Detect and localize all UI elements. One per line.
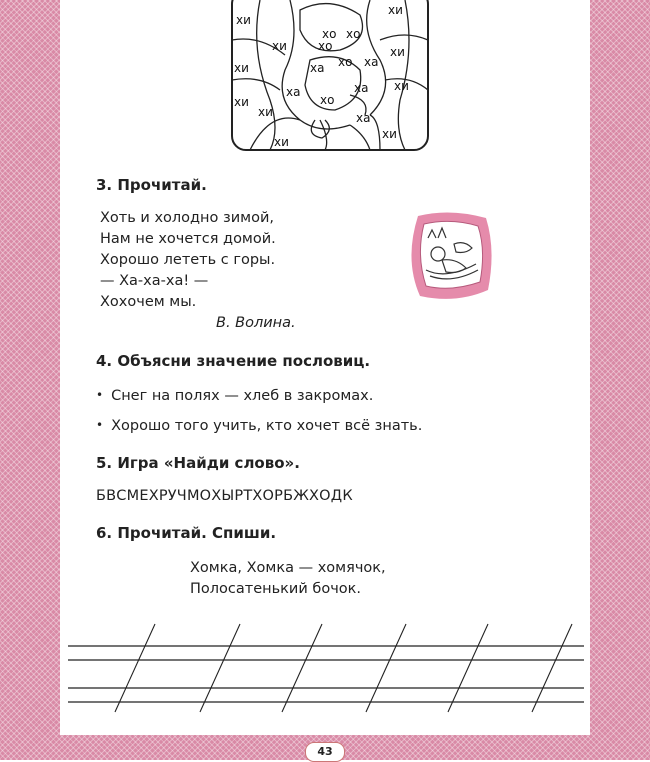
proverb-text: Снег на полях — хлеб в закромах. [111, 388, 374, 404]
task3-heading: 3. Прочитай. [96, 176, 207, 194]
task6-heading: 6. Прочитай. Спиши. [96, 524, 277, 542]
poem-line: Хоть и холодно зимой, [100, 210, 274, 226]
picture-label: хи [234, 95, 249, 109]
picture-label: хи [388, 3, 403, 17]
poem-line: Нам не хочется домой. [100, 231, 276, 247]
rhyme-line: Полосатенький бочок. [190, 581, 361, 597]
workbook-sheet [60, 0, 590, 735]
picture-label: хо [338, 55, 353, 69]
task4-heading: 4. Объясни значение пословиц. [96, 352, 371, 370]
picture-label: хи [236, 13, 251, 27]
picture-label: хо [318, 39, 333, 53]
poem-author: В. Волина. [216, 315, 296, 331]
proverb-item [96, 386, 373, 407]
picture-label: ха [364, 55, 379, 69]
task5-heading: 5. Игра «Найди слово». [96, 454, 300, 472]
picture-label: хи [274, 135, 289, 149]
proverb-item [96, 416, 422, 437]
picture-label: ха [354, 81, 369, 95]
page-number: 43 [305, 742, 345, 762]
picture-label: хи [258, 105, 273, 119]
poem-line: Хорошо лететь с горы. [100, 252, 276, 268]
letter-string: БВСМЕХРУЧМОХЫРТХОРБЖХОДК [96, 488, 353, 504]
handwriting-practice-lines [60, 618, 590, 718]
picture-label: хо [322, 27, 337, 41]
picture-label: хи [390, 45, 405, 59]
sledding-child-illustration [406, 210, 494, 302]
picture-label: ха [286, 85, 301, 99]
poem [100, 208, 296, 334]
proverb-text: Хорошо того учить, кто хочет всё знать. [111, 418, 423, 434]
poem-line: — Ха-ха-ха! — [100, 273, 209, 289]
picture-label: хи [272, 39, 287, 53]
picture-label: хи [234, 61, 249, 75]
coloring-picture [230, 0, 430, 152]
picture-label: ха [310, 61, 325, 75]
picture-label: хи [394, 79, 409, 93]
poem-line: Хохочем мы. [100, 294, 197, 310]
picture-label: хи [382, 127, 397, 141]
picture-label: ха [356, 111, 371, 125]
rhyme-line: Хомка, Хомка — хомячок, [190, 560, 386, 576]
picture-label: хо [346, 27, 361, 41]
picture-label: хо [320, 93, 335, 107]
rhyme [190, 558, 386, 600]
